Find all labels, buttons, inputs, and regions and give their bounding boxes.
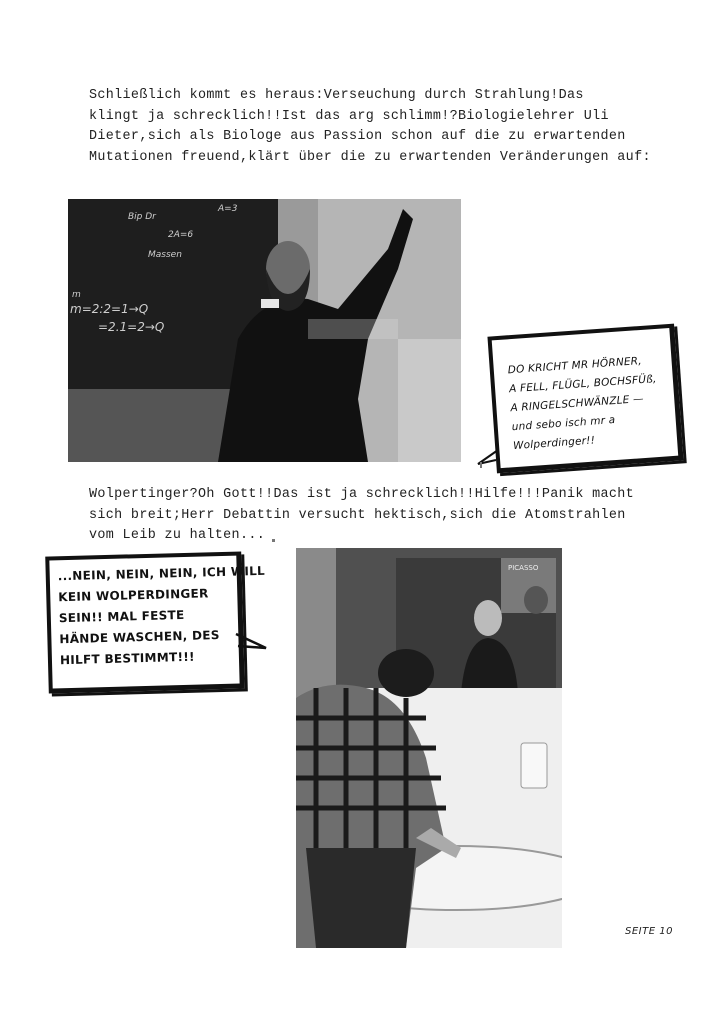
text-line: Dieter,sich als Biologe aus Passion schon auf die zu erwartenden [89, 129, 626, 144]
text-line: Mutationen freuend,klärt über die zu erwartenden Veränderungen auf: [89, 149, 651, 165]
bubble-text-line: und sebo isch mr a [511, 413, 616, 434]
bubble-text-line: A FELL, FLÜGL, BOCHSFÜß, [508, 373, 657, 396]
text-line: vom Leib zu halten... [89, 528, 266, 543]
photo-teacher-blackboard [68, 199, 461, 462]
panic-paragraph [89, 485, 669, 547]
scan-speck [480, 462, 482, 468]
text-line: klingt ja schrecklich!!Ist das arg schlimm!?Biologielehrer Uli [89, 108, 609, 124]
board-writing: A=3 [218, 204, 238, 214]
board-writing: 2A=6 [168, 230, 194, 240]
photo-handwashing [296, 548, 562, 948]
bubble-text-line: KEIN WOLPERDINGER [58, 586, 209, 605]
intro-paragraph [89, 86, 669, 168]
bubble-text-line: Wolperdinger!! [512, 434, 596, 453]
text-line: Wolpertinger?Oh Gott!!Das ist ja schrecklich!!Hilfe!!!Panik macht [89, 487, 635, 502]
text-line: Schließlich kommt es heraus:Verseuchung durch Strahlung!Das [89, 88, 584, 103]
bubble-text-line: HÄNDE WASCHEN, DES [59, 628, 220, 647]
speech-bubble-teacher [487, 324, 683, 474]
bubble-text-line: ...NEIN, NEIN, NEIN, ICH WILL [57, 563, 266, 584]
speech-bubble-handwash [45, 551, 266, 693]
board-writing: Bip Dr [128, 212, 156, 222]
speech-bubble-tail [470, 440, 500, 470]
board-writing: =2.1=2→Q [98, 320, 165, 334]
sign-text: PICASSO [508, 564, 539, 572]
bubble-text-line: HILFT BESTIMMT!!! [59, 649, 196, 668]
board-writing: Massen [148, 250, 182, 260]
speech-bubble-tail [234, 628, 270, 658]
board-writing: m=2:2=1→Q [70, 302, 149, 316]
bubble-text-line: A RINGELSCHWÄNZLE — [510, 392, 645, 415]
text-line: sich breit;Herr Debattin versucht hektisch,sich die Atomstrahlen [89, 507, 626, 523]
board-writing: m [72, 290, 81, 300]
scan-speck [272, 539, 275, 542]
page-number: SEITE 10 [625, 926, 673, 937]
bubble-text-line: DO KRICHT MR HÖRNER, [507, 355, 643, 377]
bubble-text-line: SEIN!! MAL FESTE [58, 607, 185, 626]
